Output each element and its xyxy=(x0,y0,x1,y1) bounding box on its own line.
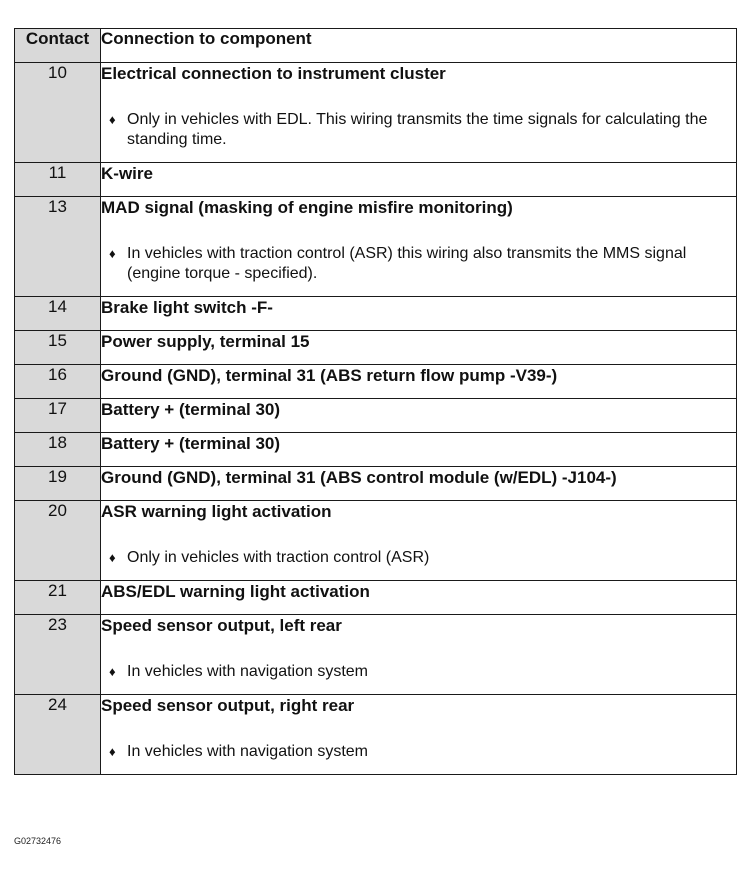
connection-title: Speed sensor output, left rear xyxy=(101,616,342,635)
connection-title: Speed sensor output, right rear xyxy=(101,696,355,715)
connection-note xyxy=(101,742,736,762)
connection-title: ABS/EDL warning light activation xyxy=(101,582,370,601)
table-row xyxy=(15,331,737,365)
table-row xyxy=(15,365,737,399)
connection-title: Electrical connection to instrument cluster xyxy=(101,64,446,83)
diamond-bullet-icon: ♦ xyxy=(109,550,116,565)
diamond-bullet-icon: ♦ xyxy=(109,112,116,127)
contact-number: 20 xyxy=(15,501,101,581)
table-body xyxy=(15,63,737,775)
header-connection: Connection to component xyxy=(101,29,737,63)
connection-title: Battery + (terminal 30) xyxy=(101,400,281,419)
table-row xyxy=(15,695,737,775)
note-text: Only in vehicles with traction control (ASR) xyxy=(127,549,430,566)
note-text: In vehicles with traction control (ASR) this wiring also transmits the MMS signal (engine torque - specified). xyxy=(127,245,687,282)
connection-note xyxy=(101,244,736,284)
connection-title: MAD signal (masking of engine misfire monitoring) xyxy=(101,198,513,217)
contact-number: 21 xyxy=(15,581,101,615)
connection-cell xyxy=(101,63,737,163)
diamond-bullet-icon: ♦ xyxy=(109,744,116,759)
table-row xyxy=(15,615,737,695)
connection-cell xyxy=(101,695,737,775)
connection-note xyxy=(101,548,736,568)
pin-assignment-table xyxy=(14,28,737,775)
contact-number: 14 xyxy=(15,297,101,331)
table-row xyxy=(15,467,737,501)
note-text: Only in vehicles with EDL. This wiring transmits the time signals for calculating the standing time. xyxy=(127,111,708,148)
note-text: In vehicles with navigation system xyxy=(127,663,368,680)
table-row xyxy=(15,63,737,163)
connection-title: Ground (GND), terminal 31 (ABS control module (w/EDL) -J104-) xyxy=(101,468,617,487)
table-header-row xyxy=(15,29,737,63)
contact-number: 15 xyxy=(15,331,101,365)
connection-title: Ground (GND), terminal 31 (ABS return flow pump -V39-) xyxy=(101,366,558,385)
diamond-bullet-icon: ♦ xyxy=(109,246,116,261)
table-row xyxy=(15,163,737,197)
contact-number: 10 xyxy=(15,63,101,163)
figure-id: G02732476 xyxy=(14,836,62,846)
table-row xyxy=(15,501,737,581)
connection-note xyxy=(101,110,736,150)
table-row xyxy=(15,581,737,615)
table-row xyxy=(15,399,737,433)
connection-title: Brake light switch -F- xyxy=(101,298,273,317)
note-text: In vehicles with navigation system xyxy=(127,743,368,760)
connection-cell xyxy=(101,197,737,297)
table-row xyxy=(15,197,737,297)
connection-cell xyxy=(101,433,737,467)
table-row xyxy=(15,297,737,331)
contact-number: 11 xyxy=(15,163,101,197)
connection-title: Battery + (terminal 30) xyxy=(101,434,281,453)
connection-cell xyxy=(101,297,737,331)
connection-title: K-wire xyxy=(101,164,153,183)
connection-cell xyxy=(101,331,737,365)
table-row xyxy=(15,433,737,467)
diamond-bullet-icon: ♦ xyxy=(109,664,116,679)
contact-number: 16 xyxy=(15,365,101,399)
connection-cell xyxy=(101,501,737,581)
connection-note xyxy=(101,662,736,682)
connection-cell xyxy=(101,581,737,615)
connection-title: ASR warning light activation xyxy=(101,502,332,521)
connection-cell xyxy=(101,615,737,695)
connection-cell xyxy=(101,163,737,197)
connection-cell xyxy=(101,467,737,501)
connection-title: Power supply, terminal 15 xyxy=(101,332,310,351)
contact-number: 23 xyxy=(15,615,101,695)
contact-number: 18 xyxy=(15,433,101,467)
contact-number: 19 xyxy=(15,467,101,501)
connection-cell xyxy=(101,399,737,433)
contact-number: 24 xyxy=(15,695,101,775)
contact-number: 13 xyxy=(15,197,101,297)
connection-cell xyxy=(101,365,737,399)
header-contact: Contact xyxy=(15,29,101,63)
contact-number: 17 xyxy=(15,399,101,433)
